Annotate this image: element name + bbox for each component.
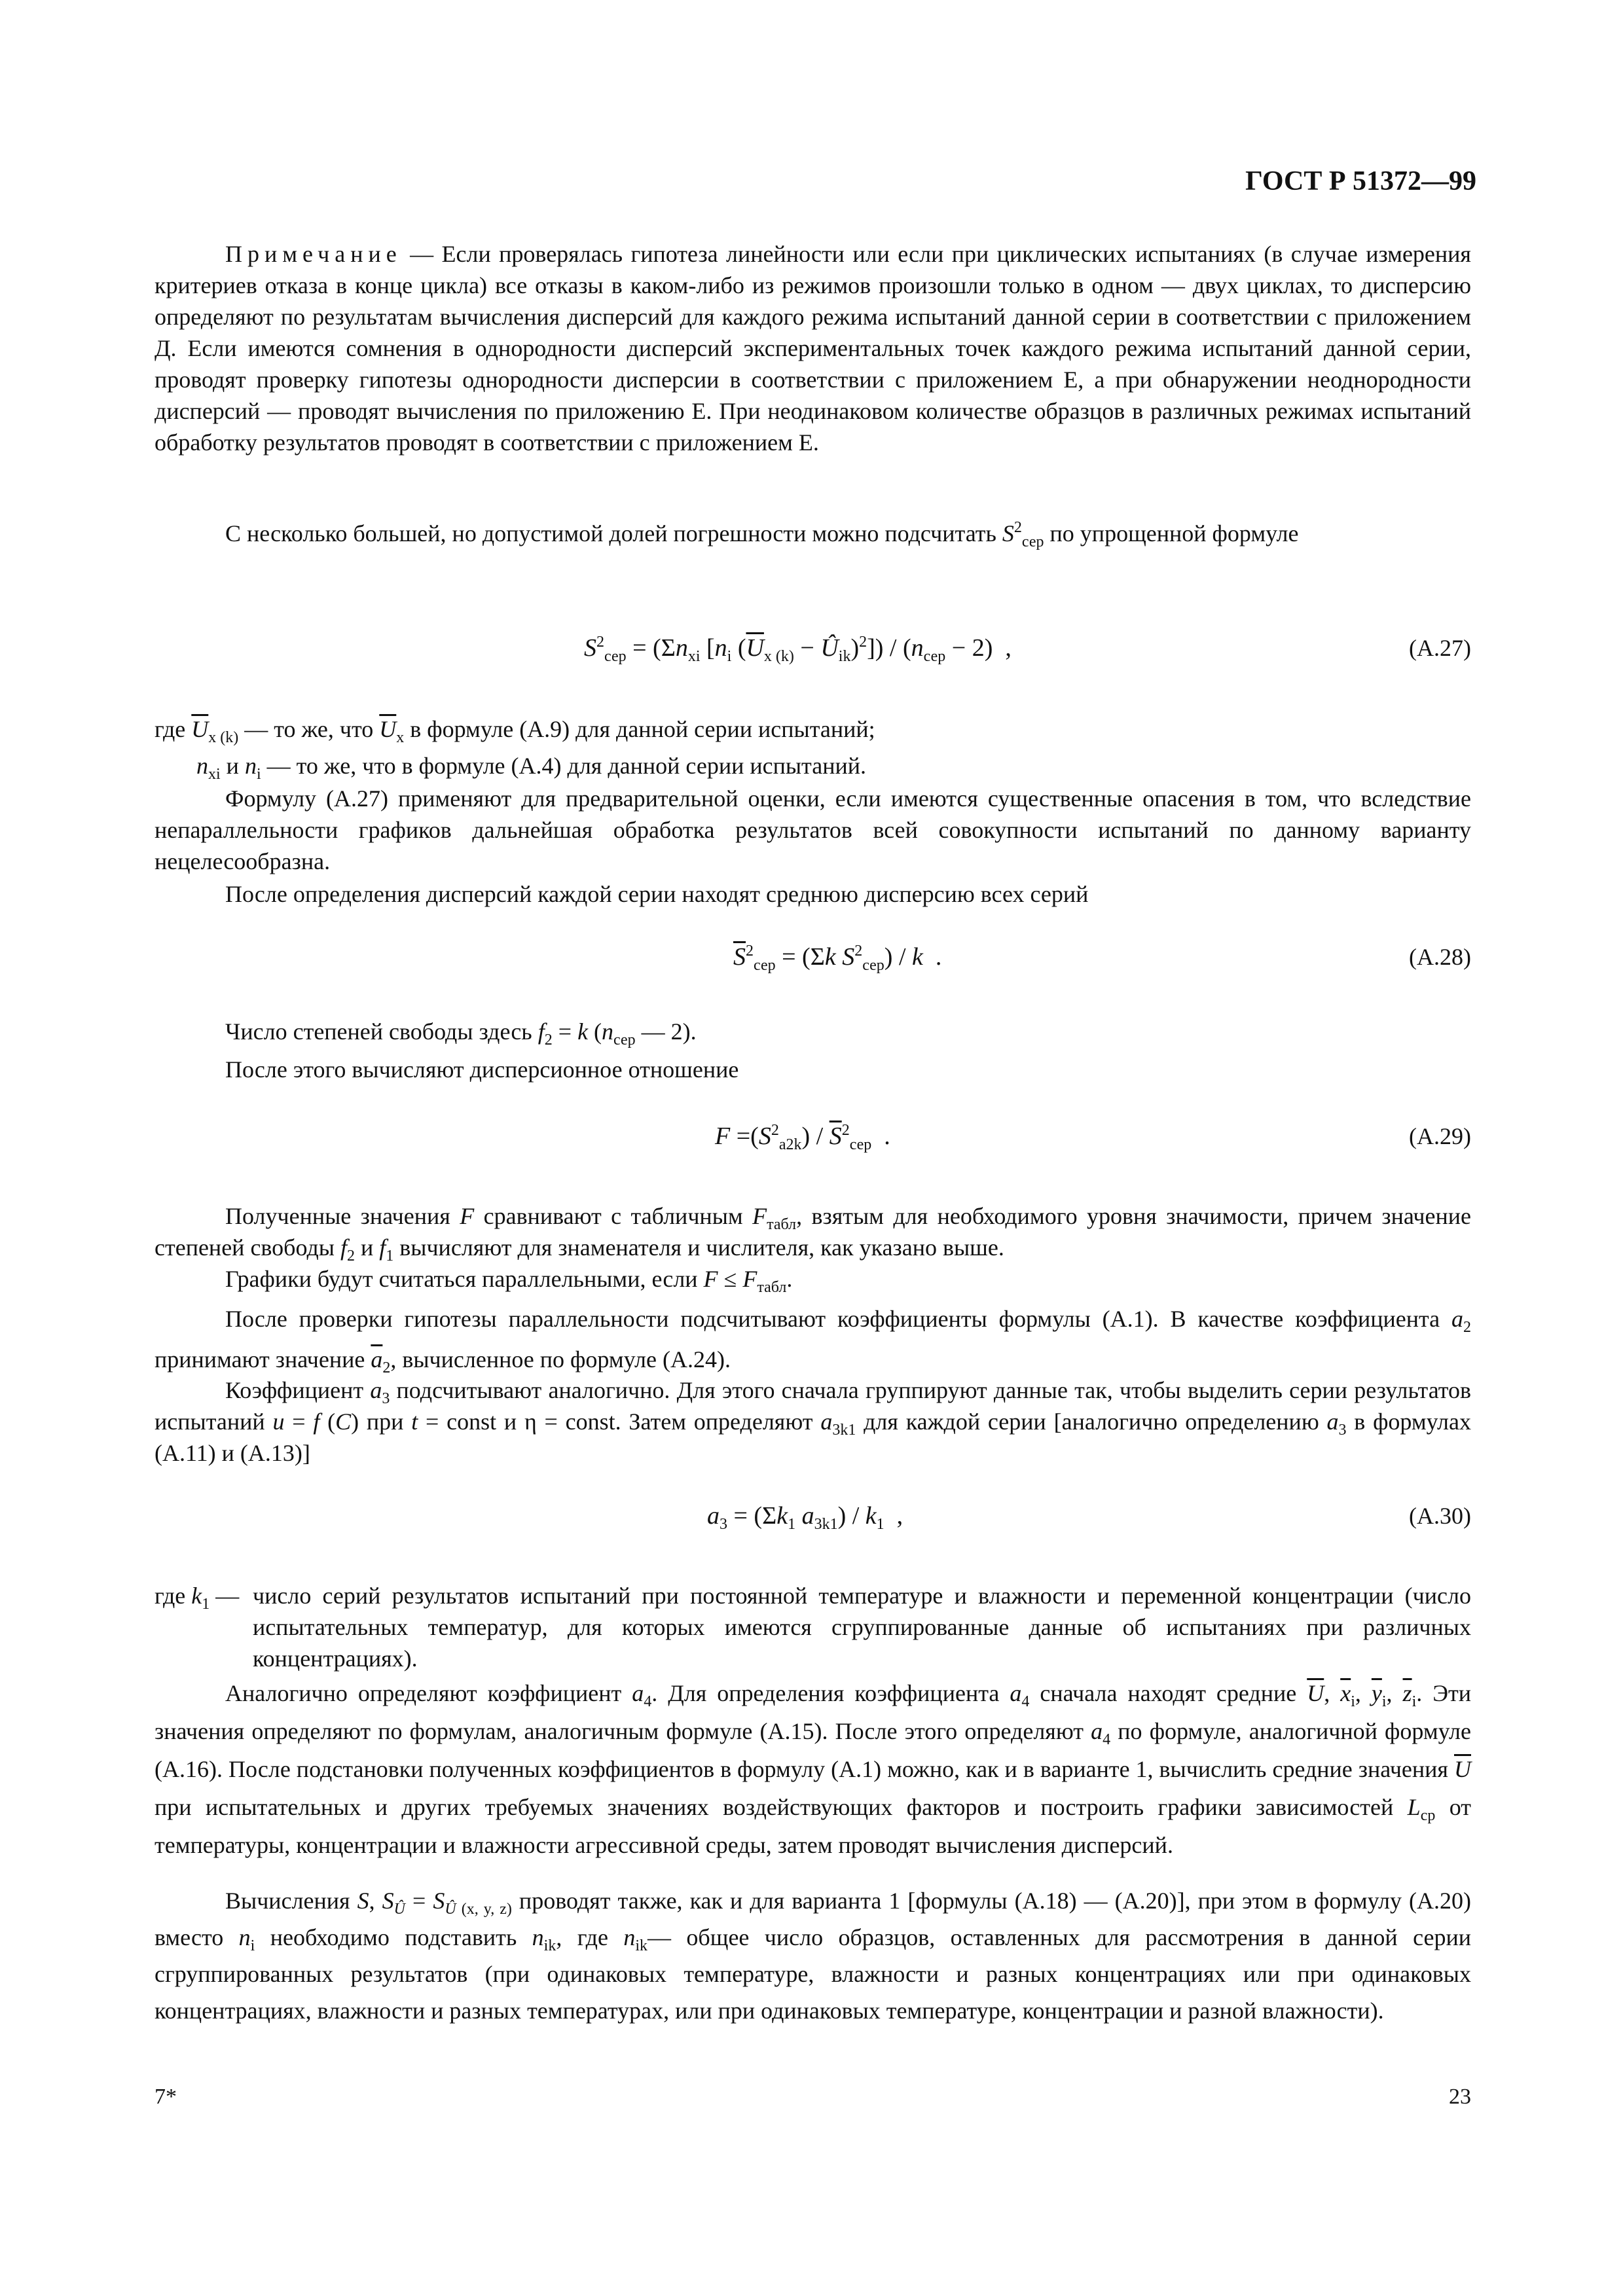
equation-a29: [155, 1121, 1471, 1157]
note-label: Примечание: [225, 241, 402, 267]
note-paragraph: [155, 238, 1471, 458]
paragraph-coefficient-a4: Аналогично определяют коэффициент $a_4$. Для определения коэффициента $a_4$ сначала находят средние $\overline{U}$, $\overline{x}_i$, $\overline{y}_i$, $\overline{z}_i$. Эти значения определяют по формулам, аналогичным формуле (А.15). После этого определяют $a_4$ по формуле, аналогичной формуле (А.16). После подстановки полученных коэффициентов в формулу (А.1) можно, как и в варианте 1, вычислить средние значения $\overline{U}$ при испытательных и других требуемых значениях воздействующих факторов и построить графики зависимостей $L_{ср}$ от температуры, концентрации и влажности агрессивной среды, затем проводят вычисления дисперсий.: [155, 1680, 1471, 1858]
equation-number: (А.27): [1409, 635, 1471, 661]
equation-number: (А.29): [1409, 1123, 1471, 1149]
paragraph-parallel-condition: Графики будут считаться параллельными, если $F \le F_{табл}$.: [225, 1266, 793, 1296]
paragraph-formula-a27-usage: Формулу (А.27) применяют для предварительной оценки, если имеются существенные опасения в том, что вследствие непараллельности графиков дальнейшая обработка результатов всей совокупности испытаний по данному варианту нецелесообразна.: [155, 785, 1471, 874]
paragraph-mean-dispersion: После определения дисперсий каждой серии находят среднюю дисперсию всех серий: [225, 881, 1089, 907]
formula-a29: $F =(S^2_{a2k}) / \overline{S}^2_{сер}$ .: [715, 1122, 890, 1153]
equation-number: (А.30): [1409, 1503, 1471, 1529]
paragraph-dispersion-ratio: После этого вычисляют дисперсионное отношение: [225, 1056, 739, 1083]
paragraph-degrees-of-freedom: Число степеней свободы здесь $f_2 = k$ ($n_{сер}$ — 2).: [225, 1018, 697, 1049]
footer-sheet-mark: 7*: [155, 2085, 177, 2109]
formula-a30: $a_3 = (\Sigma k_1$ $a_{3k1}) / k_1$ ,: [707, 1502, 903, 1533]
formula-a27: $S^2_{сер} = (\Sigma n_{xi}$ [$n_i$ ($\overline{U}_{x (k)}$ − $Û_{ik})^2]) / (n_{сер} - 2)$ ,: [584, 634, 1012, 665]
paragraph-simplified-formula: С несколько большей, но допустимой долей погрешности можно подсчитать $S^2_{сер}$ по упрощенной формуле: [225, 519, 1299, 550]
where-line-1: где $\overline{U}_{x (k)}$ — то же, что $\overline{U}_x$ в формуле (А.9) для данной серии испытаний;: [155, 716, 875, 746]
paragraph-f-comparison: Полученные значения F сравнивают с табличным $F_{табл}$, взятым для необходимого уровня значимости, причем значение степеней свободы $f_2$ и $f_1$ вычисляют для знаменателя и числителя, как указано выше.: [155, 1203, 1472, 1265]
equation-a27: [155, 632, 1471, 669]
paragraph-coefficient-a3: Коэффициент $a_3$ подсчитывают аналогично. Для этого сначала группируют данные так, чтобы выделить серии результатов испытаний u = f (C) при t = const и η = const. Затем определяют $a_{3k1}$ для каждой серии [аналогично определению $a_3$ в формулах (А.11) и (А.13)]: [155, 1377, 1472, 1466]
where-k1-definition: где $k_1$ — число серий результатов испытаний при постоянной температуре и влажности и переменной концентрации (число испытательных температур, для которых имеются сгруппированные данные об испытаниях при различных концентрациях).: [155, 1583, 1471, 1672]
equation-a28: [155, 941, 1471, 978]
page-number: 23: [1449, 2085, 1471, 2109]
paragraph-calculations: Вычисления S, $S_Û = S_{Û (x, y, z)}$ проводят также, как и для варианта 1 [формулы (А.18) — (А.20)], при этом в формулу (А.20) вместо $n_i$ необходимо подставить $n_{ik}$, где $n_{ik}—$ общее число образцов, оставленных для рассмотрения в данной серии сгруппированных результатов (при одинаковых температуре, влажности и разных концентрациях или при одинаковых концентрациях, влажности и разных температурах, или при одинаковых температуре, концентрации и разной влажности).: [155, 1888, 1471, 2024]
equation-number: (А.28): [1409, 944, 1471, 970]
where-line-2: $n_{xi}$ и $n_i$ — то же, что в формуле (А.4) для данной серии испытаний.: [196, 753, 867, 783]
formula-a28: $\overline{S}^2_{сер} = (\Sigma k$ $S^2_{сер}$) / k .: [733, 942, 942, 974]
document-code-header: ГОСТ Р 51372—99: [1245, 166, 1476, 196]
equation-a30: [155, 1500, 1471, 1537]
note-text: — Если проверялась гипотеза линейности или если при циклических испытаниях (в случае измерения критериев отказа в конце цикла) все отказы в каком-либо из режимов произошли только в одном — двух циклах, то дисперсию определяют по результатам вычисления дисперсий для каждого режима испытаний данной серии в соответствии с приложением Д. Если имеются сомнения в однородности дисперсий экспериментальных точек каждого режима испытаний данной серии, проводят проверку гипотезы однородности дисперсии в соответствии с приложением Е, а при обнаружении неоднородности дисперсий — проводят вычисления по приложению Е. При неодинаковом количестве образцов в различных режимах испытаний обработку результатов проводят в соответствии с приложением Е.: [155, 241, 1471, 456]
paragraph-coefficients: После проверки гипотезы параллельности подсчитывают коэффициенты формулы (А.1). В качестве коэффициента $a_2$ принимают значение $\overline{a}_2$, вычисленное по формуле (А.24).: [155, 1306, 1471, 1376]
